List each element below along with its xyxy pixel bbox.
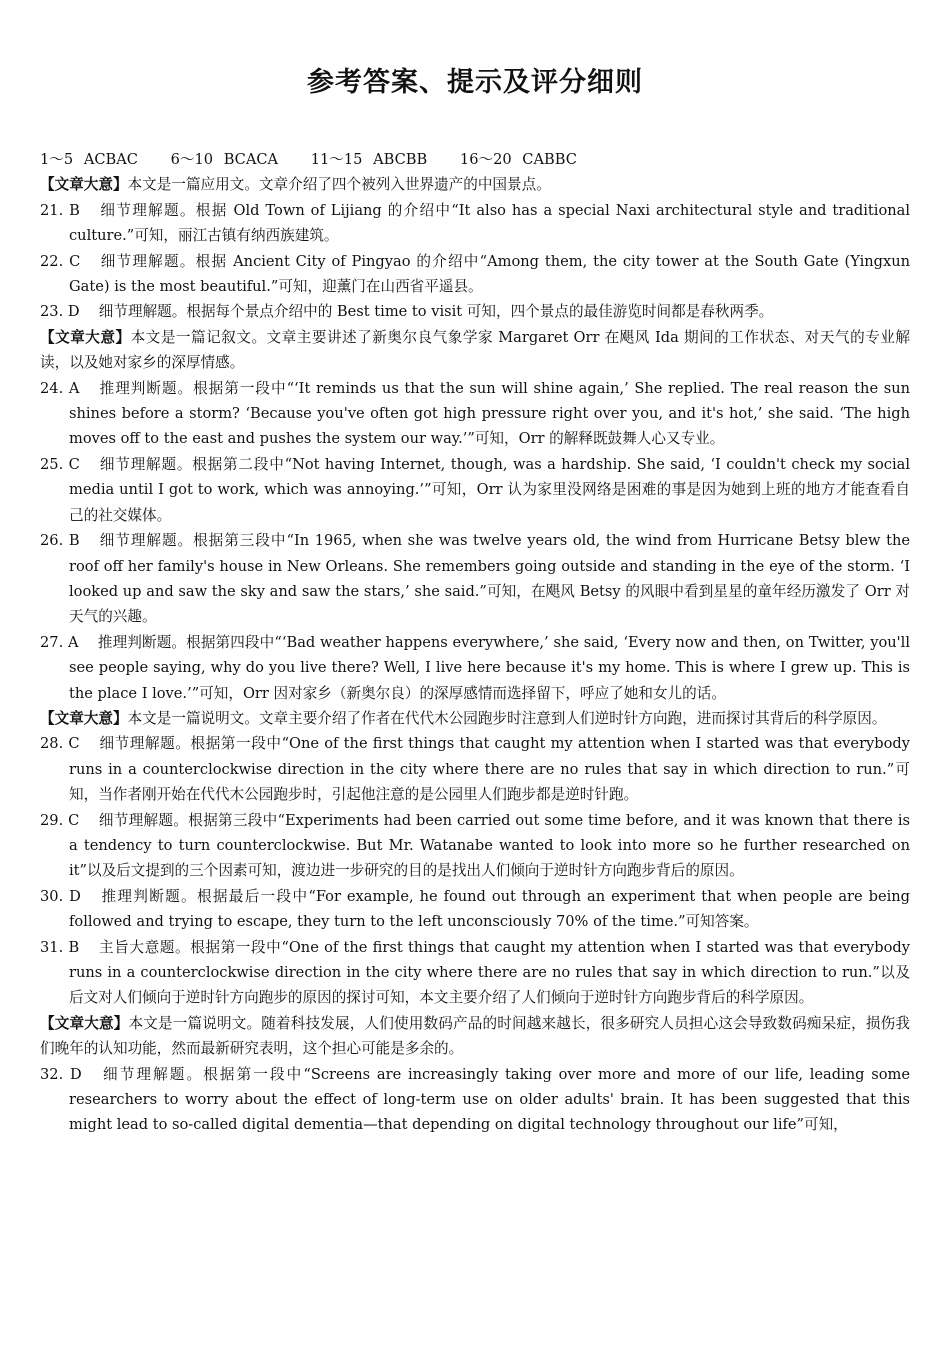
question-explanation — [40, 198, 910, 249]
answer-key-group — [311, 151, 428, 168]
explanation-text: 细节理解题。根据第三段中“In 1965, when she was twelve years old, the wind from Hurricane Betsy blew the roof off her family's house in New Orleans. She remembers going outside and standing in the eye of the storm. ‘I looked up and saw the sky and saw the stars,’ she said.”可知，在飓风 Betsy 的风眼中看到星星的童年经历激发了 Orr 对天气的兴趣。 — [69, 532, 910, 626]
summary-tag: 【文章大意】 — [40, 709, 128, 727]
explanation-text: 推理判断题。根据最后一段中“For example, he found out through an experiment that when people are being followed and trying to escape, they turn to the left unconsciously 70% of the time.”可知答案。 — [69, 887, 910, 931]
answer-key-answers: ACBAC — [83, 151, 138, 168]
question-explanation — [40, 935, 910, 1011]
explanation-text: 细节理解题。根据第二段中“Not having Internet, though, was a hardship. She said, ‘I couldn't check my social media until I got to work, which was annoying.’”可知，Orr 认为家里没网络是困难的事是因为她到上班的地方才能查看自己的社交媒体。 — [69, 455, 911, 524]
question-explanation — [40, 452, 910, 528]
answer-key-answers: BCACA — [223, 151, 279, 168]
summary-text: 本文是一篇说明文。文章主要介绍了作者在代代木公园跑步时注意到人们逆时针方向跑，进而探讨其背后的科学原因。 — [127, 709, 887, 727]
question-answer: 29. C — [40, 811, 80, 829]
summary-tag: 【文章大意】 — [40, 176, 128, 194]
question-explanation — [40, 884, 910, 935]
question-answer: 23. D — [40, 303, 80, 321]
question-answer: 24. A — [40, 379, 80, 397]
question-answer: 32. D — [40, 1065, 82, 1083]
explanation-text: 细节理解题。根据第一段中“One of the first things that caught my attention when I started was that everybody runs in a counterclockwise direction in the city where there are no rules that say in which direction to run.”可知，当作者刚开始在代代木公园跑步时，引起他注意的是公园里人们跑步都是逆时针跑。 — [69, 735, 911, 804]
question-explanation — [40, 1062, 910, 1138]
summary-tag: 【文章大意】 — [40, 328, 131, 346]
article-summary — [40, 706, 910, 731]
question-explanation — [40, 249, 910, 300]
answer-content — [40, 147, 910, 1138]
question-explanation — [40, 630, 910, 706]
page-title: 参考答案、提示及评分细则 — [307, 67, 643, 98]
summary-text: 本文是一篇记叙文。文章主要讲述了新奥尔良气象学家 Margaret Orr 在飓风 Ida 期间的工作状态、对天气的专业解读，以及她对家乡的深厚情感。 — [40, 328, 910, 372]
answer-key-range: 11～15 — [310, 151, 363, 168]
explanation-text: 细节理解题。根据每个景点介绍中的 Best time to visit 可知，四个景点的最佳游览时间都是春秋两季。 — [98, 303, 774, 321]
summary-tag: 【文章大意】 — [40, 1014, 129, 1032]
question-answer: 26. B — [40, 532, 80, 550]
question-explanation — [40, 299, 910, 324]
explanation-text: 主旨大意题。根据第一段中“One of the first things that caught my attention when I started was that everybody runs in a counterclockwise direction in the city where there are no rules that say in which direction to run.”以及后文对人们倾向于逆时针方向跑步的原因的探讨可知，本文主要介绍了人们倾向于逆时针方向跑步背后的科学原因。 — [69, 938, 911, 1007]
explanation-text: 推理判断题。根据第四段中“‘Bad weather happens everywhere,’ she said, ‘Every now and then, on Twitter, you'll see people saying, why do you live there? Well, I live here because it's my home. This is where I grew up. This is the place I love.’”可知，Orr 因对家乡（新奥尔良）的深厚感情而选择留下，呼应了她和女儿的话。 — [69, 633, 911, 702]
explanation-text: 细节理解题。根据 Ancient City of Pingyao 的介绍中“Among them, the city tower at the South Gate (Yingxun Gate) is the most beautiful.”可知，迎薰门在山西省平遥县。 — [69, 252, 911, 296]
explanation-text: 推理判断题。根据第一段中“‘It reminds us that the sun will shine again,’ She replied. The real reason the sun shines before a storm? ‘Because you've often got high pressure right over you, and it's hot,’ she said. ‘The high moves off to the east and pushes the system our way.’”可知，Orr 的解释既鼓舞人心又专业。 — [69, 379, 911, 448]
question-answer: 28. C — [40, 735, 80, 753]
article-summary — [40, 325, 910, 376]
answer-key-range: 16～20 — [459, 151, 512, 168]
question-answer: 27. A — [40, 633, 79, 651]
answer-key-line — [40, 147, 910, 172]
answer-key-group — [40, 151, 138, 168]
answer-key-range: 1～5 — [40, 151, 74, 168]
question-explanation — [40, 731, 910, 807]
article-summary — [40, 172, 910, 197]
question-answer: 21. B — [40, 201, 80, 219]
answer-key-group — [171, 151, 279, 168]
question-answer: 30. D — [40, 887, 81, 905]
summary-text: 本文是一篇说明文。随着科技发展，人们使用数码产品的时间越来越长，很多研究人员担心这会导致数码痴呆症，损伤我们晚年的认知功能，然而最新研究表明，这个担心可能是多余的。 — [40, 1014, 910, 1058]
summary-text: 本文是一篇应用文。文章介绍了四个被列入世界遗产的中国景点。 — [127, 176, 551, 194]
question-explanation — [40, 528, 910, 630]
question-answer: 25. C — [40, 455, 80, 473]
explanation-text: 细节理解题。根据 Old Town of Lijiang 的介绍中“It also has a special Naxi architectural style and traditional culture.”可知，丽江古镇有纳西族建筑。 — [69, 201, 911, 245]
explanation-list — [40, 172, 910, 1137]
article-summary — [40, 1011, 910, 1062]
question-answer: 31. B — [40, 938, 80, 956]
answer-key-range: 6～10 — [170, 151, 214, 168]
explanation-text: 细节理解题。根据第一段中“Screens are increasingly taking over more and more of our life, leading some researchers to worry about the effect of long-term use on older adults' brain. It has been suggested that this might lead to so-called digital dementia—that depending on digital technology throughout our life”可知， — [69, 1065, 910, 1134]
explanation-text: 细节理解题。根据第三段中“Experiments had been carried out some time before, and it was known that there is a tendency to turn counterclockwise. But Mr. Watanabe wanted to look into more so he further researched on it”以及后文提到的三个因素可知，渡边进一步研究的目的是找出人们倾向于逆时针方向跑步背后的原因。 — [69, 811, 910, 880]
answer-key-answers: ABCBB — [373, 151, 428, 168]
question-explanation — [40, 808, 910, 884]
question-answer: 22. C — [40, 252, 81, 270]
answer-key-answers: CABBC — [522, 151, 577, 168]
answer-key-group — [460, 151, 577, 168]
question-explanation — [40, 376, 910, 452]
